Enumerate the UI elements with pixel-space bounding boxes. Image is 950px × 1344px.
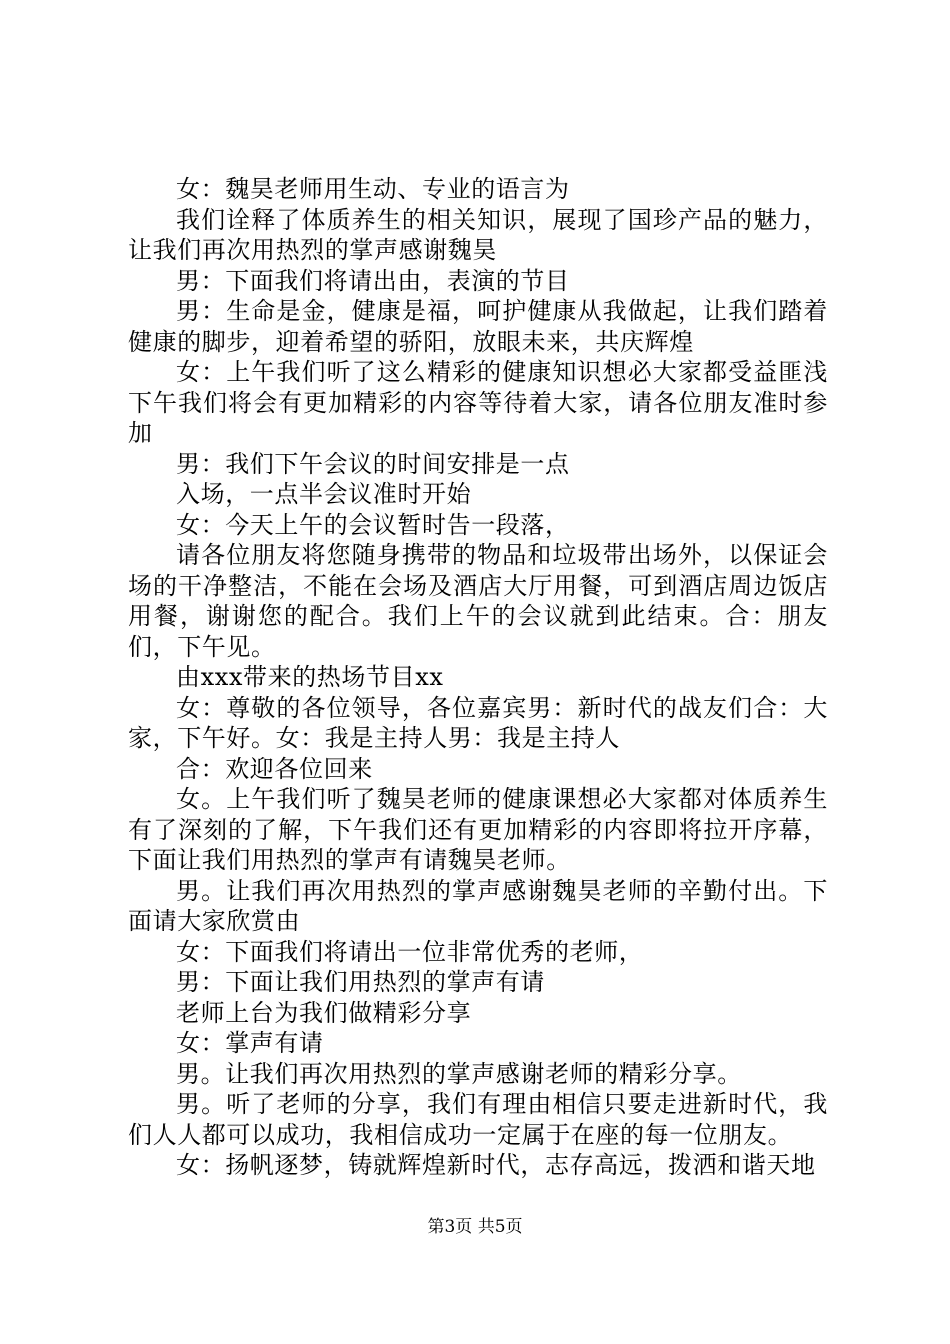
paragraph: 男：下面我们将请出由，表演的节目 — [176, 266, 570, 295]
paragraph: 男：生命是金，健康是福，呵护健康从我做起，让我们踏着健康的脚步，迎着希望的骄阳，放眼未来，共庆辉煌 — [128, 297, 828, 356]
paragraph: 女：今天上午的会议暂时告一段落， — [176, 510, 570, 539]
paragraph: 女：扬帆逐梦，铸就辉煌新时代，志存高远，拨洒和谐天地 — [176, 1151, 816, 1179]
paragraph: 合：欢迎各位回来 — [176, 754, 373, 783]
paragraph: 女。上午我们听了魏昊老师的健康课想必大家都对体质养生有了深刻的了解，下午我们还有更加精彩的内容即将拉开序幕，下面让我们用热烈的掌声有请魏昊老师。 — [128, 785, 828, 874]
paragraph: 男：下面让我们用热烈的掌声有请 — [176, 968, 545, 996]
paragraph: 我们诠释了体质养生的相关知识，展现了国珍产品的魅力，让我们再次用热烈的掌声感谢魏昊 — [128, 205, 828, 264]
paragraph: 女：上午我们听了这么精彩的健康知识想必大家都受益匪浅下午我们将会有更加精彩的内容等待着大家，请各位朋友准时参加 — [128, 358, 828, 447]
document-body — [128, 174, 828, 1181]
paragraph: 由xxx带来的热场节目xx — [176, 663, 444, 691]
paragraph: 男：我们下午会议的时间安排是一点 — [176, 449, 570, 478]
paragraph: 入场，一点半会议准时开始 — [176, 480, 472, 508]
paragraph: 男。让我们再次用热烈的掌声感谢魏昊老师的辛勤付出。下面请大家欣赏由 — [128, 876, 828, 935]
paragraph: 女：下面我们将请出一位非常优秀的老师， — [176, 937, 644, 966]
page-footer: 第3页 共5页 — [427, 1217, 523, 1237]
paragraph: 老师上台为我们做精彩分享 — [176, 998, 472, 1027]
paragraph: 请各位朋友将您随身携带的物品和垃圾带出场外，以保证会场的干净整洁，不能在会场及酒店大厅用餐，可到酒店周边饭店用餐，谢谢您的配合。我们上午的会议就到此结束。合：朋友们，下午见。 — [128, 541, 828, 661]
paragraph: 女：魏昊老师用生动、专业的语言为 — [176, 175, 570, 203]
paragraph: 女：掌声有请 — [176, 1029, 324, 1057]
paragraph: 男。让我们再次用热烈的掌声感谢老师的精彩分享。 — [176, 1059, 742, 1088]
paragraph: 女：尊敬的各位领导，各位嘉宾男：新时代的战友们合：大家，下午好。女：我是主持人男：我是主持人 — [128, 693, 828, 752]
paragraph: 男。听了老师的分享，我们有理由相信只要走进新时代，我们人人都可以成功，我相信成功一定属于在座的每一位朋友。 — [128, 1090, 828, 1149]
